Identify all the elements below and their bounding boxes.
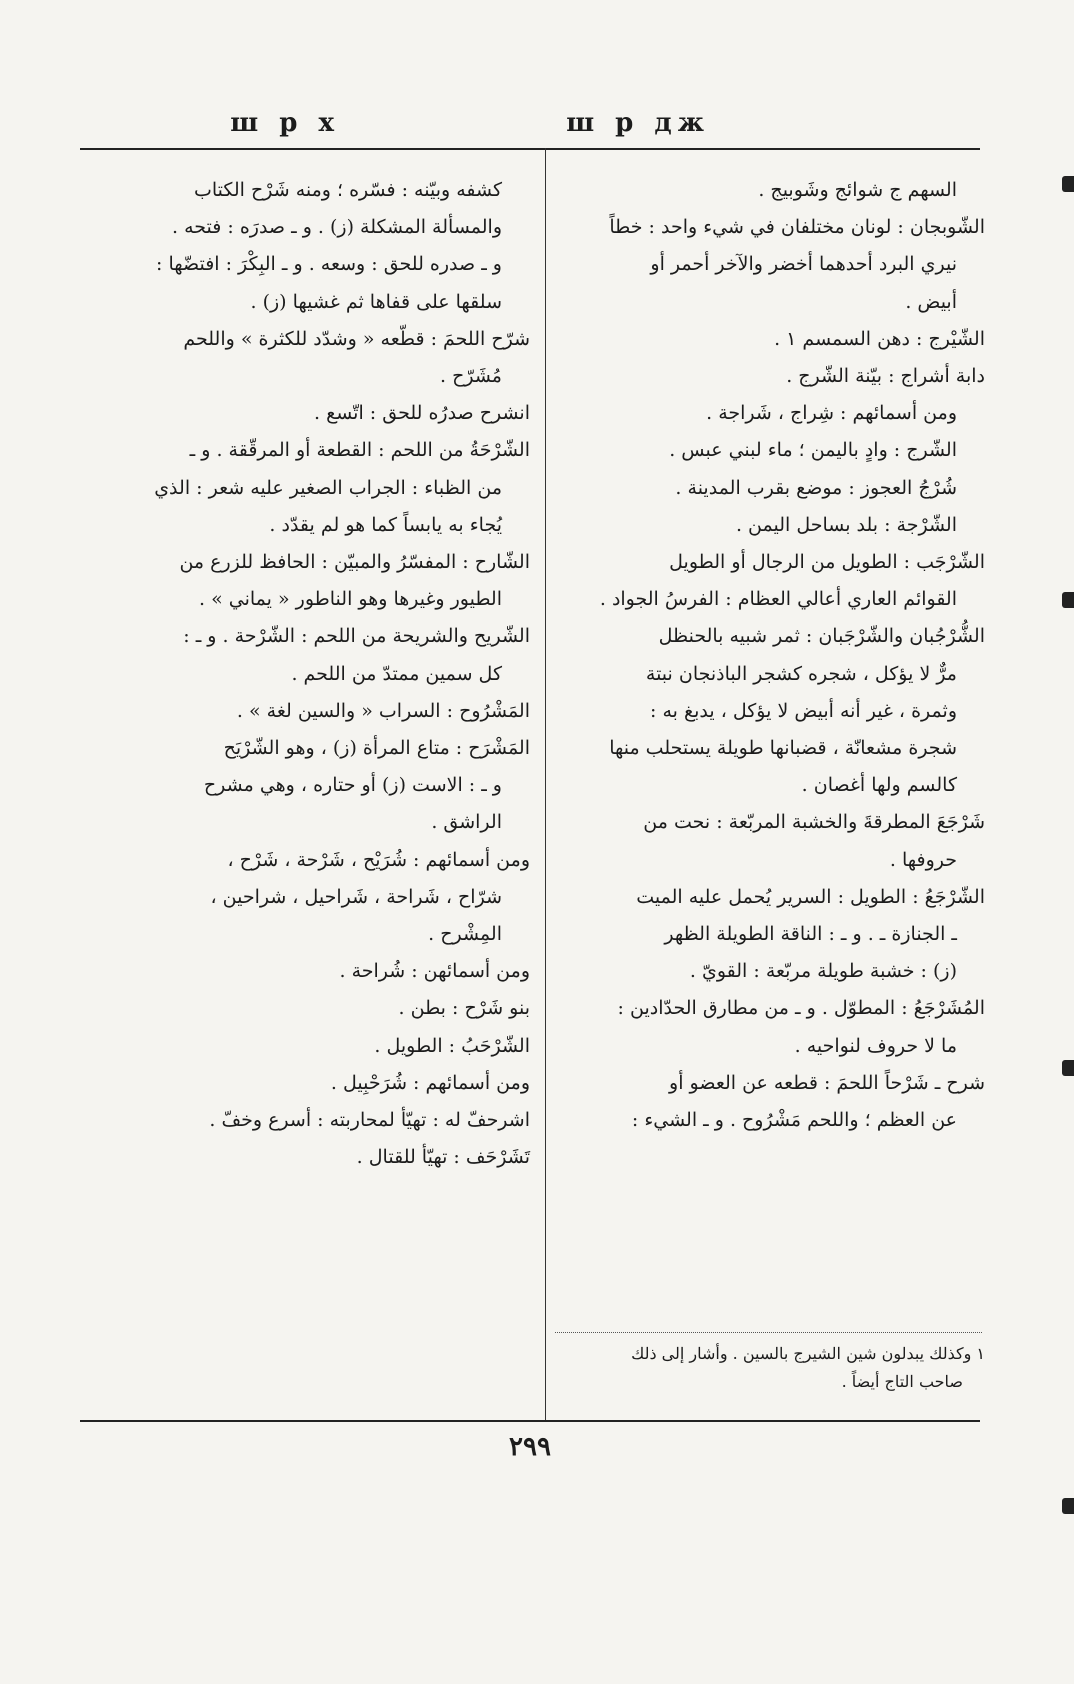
header-rule: [80, 148, 980, 150]
dictionary-line: شَرْجَعَ المطرقةَ والخشبة المربّعة : نحت من: [643, 811, 985, 834]
footnote-rule: [555, 1332, 982, 1333]
dictionary-line: (ز) : خشبة طويلة مربّعة : القويّ .: [689, 960, 957, 983]
dictionary-line: كالسم ولها أغصان .: [801, 774, 957, 797]
left-column: [80, 172, 530, 1176]
dictionary-line: الشّوبجان : لونان مختلفان في شيء واحد : خطاً: [609, 216, 985, 239]
dictionary-line: انشرح صدرُه للحق : اتّسع .: [314, 402, 530, 425]
scan-edge-mark: [1062, 1498, 1074, 1514]
dictionary-line: الشّرْجَعُ : الطويل : السرير يُحمل عليه الميت: [636, 885, 985, 908]
dictionary-line: الطيور وغيرها وهو الناطور « يماني » .: [199, 588, 502, 611]
dictionary-line: شرّح اللحمَ : قطّعه « وشدّد للكثرة » واللحم: [183, 327, 530, 350]
dictionary-line: الشّرْحَبُ : الطويل .: [374, 1034, 530, 1057]
dictionary-line: والمسألة المشكلة (ز) . و ـ صدرَه : فتحه .: [172, 216, 502, 239]
dictionary-line: المَشْرَح : متاع المرأة (ز) ، وهو الشّرْيَح: [223, 737, 530, 760]
dictionary-line: تَشَرْحَف : تهيّأ للقتال .: [356, 1146, 530, 1169]
dictionary-line: ومن أسمائهن : شُراحة .: [339, 960, 530, 983]
dictionary-line: السهم ج شوائج وشَوبيج .: [758, 179, 957, 201]
page-header: [80, 108, 980, 148]
dictionary-line: شجرة مشعانّة ، قضبانها طويلة يستحلب منها: [609, 737, 957, 760]
dictionary-line: المِشْرح .: [428, 923, 502, 946]
footnote: [553, 1340, 985, 1396]
dictionary-line: ـ الجنازة ـ . و ـ : الناقة الطويلة الظهر: [664, 923, 957, 946]
dictionary-line: شرّاح ، شَراحة ، شَراحيل ، شراحين ،: [210, 885, 502, 908]
dictionary-line: الشّرج : وادٍ باليمن ؛ ماء لبني عبس .: [669, 439, 957, 462]
dictionary-line: يُجاء به يابساً كما هو لم يقدّد .: [269, 513, 502, 536]
dictionary-line: بنو شَرْح : بطن .: [398, 997, 530, 1020]
right-column-title: ш р дж: [566, 108, 710, 138]
dictionary-line: القوائم العاري أعالي العظام : الفرسُ الجواد .: [599, 588, 957, 611]
dictionary-line: ما لا حروف لنواحيه .: [794, 1034, 957, 1057]
scan-edge-mark: [1062, 592, 1074, 608]
dictionary-line: شرح ـ شَرْحاً اللحمَ : قطعه عن العضو أو: [669, 1071, 985, 1094]
dictionary-line: الشّرْجَب : الطويل من الرجال أو الطويل: [669, 551, 985, 574]
footnote-line: صاحب التاج أيضاً .: [841, 1372, 963, 1391]
page-number: ٢٩٩: [509, 1432, 551, 1462]
dictionary-line: عن العظم ؛ واللحم مَشْرُوح . و ـ الشيء :: [631, 1109, 957, 1132]
dictionary-line: و ـ : الاست (ز) أو حتاره ، وهي مشرح: [203, 774, 502, 797]
dictionary-line: الشُّرْجُبان والشّرْجَبان : ثمر شبيه بالحنظل: [658, 625, 985, 648]
dictionary-line: مرٌّ لا يؤكل ، شجره كشجر الباذنجان نبتة: [645, 662, 957, 685]
dictionary-line: المَشْرُوح : السراب « والسين لغة » .: [236, 699, 530, 722]
dictionary-line: ومن أسمائهم : شُرَيْح ، شَرْحة ، شَرْح ،: [227, 848, 530, 871]
dictionary-line: ومن أسمائهم : شِراج ، شَراجة .: [706, 402, 957, 425]
right-column: [553, 172, 985, 1139]
dictionary-line: الراشق .: [431, 811, 502, 834]
dictionary-line: الشّارح : المفسّرُ والمبيّن : الحافظ للزرع من: [179, 551, 530, 574]
footer-rule: [80, 1420, 980, 1422]
dictionary-line: دابة أشراج : بيّنة الشّرج .: [786, 365, 985, 388]
dictionary-line: سلقها على قفاها ثم غشيها (ز) .: [250, 290, 502, 313]
dictionary-line: كشفه وبيّنه : فسّره ؛ ومنه شَرْح الكتاب: [193, 179, 502, 201]
scan-edge-mark: [1062, 1060, 1074, 1076]
dictionary-line: و ـ صدره للحق : وسعه . و ـ البِكْرَ : افتضّها :: [156, 253, 502, 276]
dictionary-line: أبيض .: [905, 290, 957, 313]
footnote-line: ١ وكذلك يبدلون شين الشيرج بالسين . وأشار إلى ذلك: [631, 1344, 985, 1363]
left-column-title: ш р х: [230, 108, 340, 138]
dictionary-line: حروفها .: [889, 848, 957, 871]
dictionary-line: مُشَرّح .: [440, 365, 502, 388]
scan-edge-mark: [1062, 176, 1074, 192]
dictionary-line: اشرحفّ له : تهيّأ لمحاربته : أسرع وخفّ .: [209, 1109, 530, 1132]
dictionary-line: المُشَرْجَعُ : المطوّل . و ـ من مطارق الحدّادين :: [617, 997, 985, 1020]
dictionary-line: شُرْجُ العجوز : موضع بقرب المدينة .: [675, 476, 957, 499]
dictionary-line: من الظباء : الجراب الصغير عليه شعر : الذي: [154, 476, 502, 499]
dictionary-line: نيري البرد أحدهما أخضر والآخر أحمر أو: [650, 253, 957, 276]
dictionary-line: الشّرْحَةُ من اللحم : القطعة أو المرقّقة . و ـ: [189, 439, 530, 462]
dictionary-line: الشّيْرج : دهن السمسم ١ .: [774, 327, 985, 350]
dictionary-line: الشّرْجة : بلد بساحل اليمن .: [735, 513, 957, 536]
dictionary-line: وثمرة ، غير أنه أبيض لا يؤكل ، يدبغ به :: [650, 699, 957, 722]
dictionary-line: ومن أسمائهم : شُرَحْبِيل .: [330, 1071, 530, 1094]
dictionary-line: الشّريح والشريحة من اللحم : الشّرْحة . و ـ :: [183, 625, 530, 648]
column-divider: [545, 148, 546, 1420]
dictionary-line: كل سمين ممتدّ من اللحم .: [291, 662, 502, 685]
